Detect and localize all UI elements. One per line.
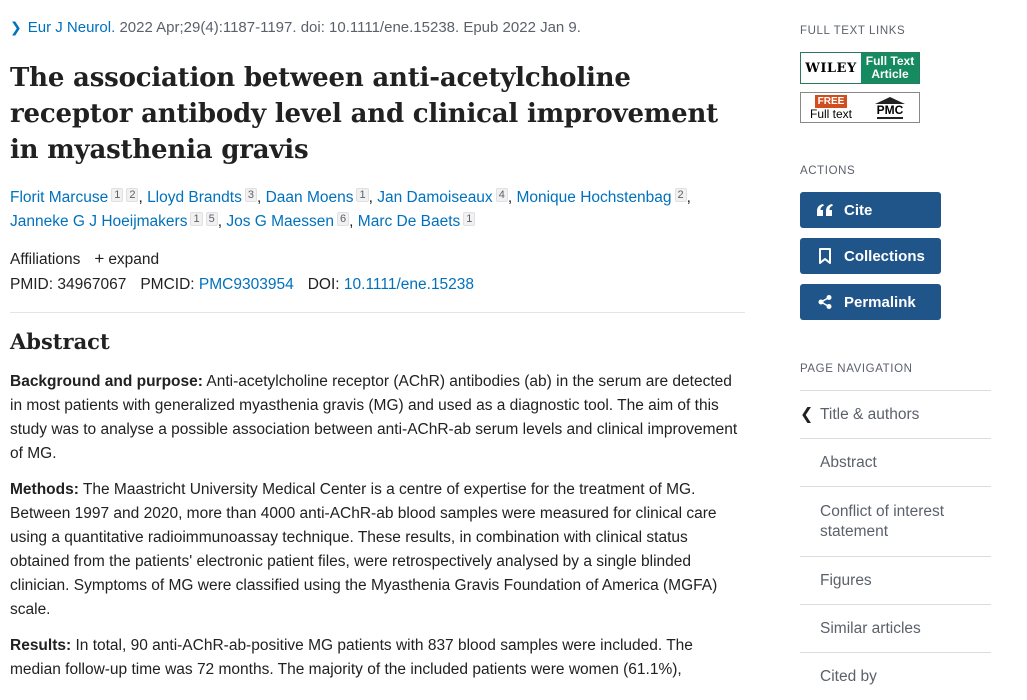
affiliation-ref[interactable]: 5 (206, 212, 218, 226)
nav-title-authors[interactable] (800, 390, 991, 438)
bookmark-icon (814, 248, 836, 264)
author-link[interactable]: Jan Damoiseaux (377, 189, 493, 207)
nav-label: Similar articles (820, 619, 921, 637)
page-navigation-heading: PAGE NAVIGATION (800, 363, 913, 375)
abstract-heading: Abstract (10, 329, 110, 354)
doi-label: DOI: (307, 276, 340, 293)
wiley-full-text-label (861, 53, 919, 83)
author-link[interactable]: Monique Hochstenbag (516, 189, 672, 207)
wiley-line2: Article (871, 67, 909, 81)
author-link[interactable]: Daan Moens (265, 189, 354, 207)
collections-button[interactable] (800, 238, 941, 274)
nav-figures[interactable] (800, 556, 991, 604)
affiliation-ref[interactable]: 4 (496, 188, 508, 202)
pmid-label: PMID: (10, 276, 54, 293)
author-link[interactable]: Jos G Maessen (226, 213, 335, 231)
nav-label: Figures (820, 571, 872, 589)
nav-similar-articles[interactable] (800, 604, 991, 652)
author-link[interactable]: Marc De Baets (357, 213, 461, 231)
chevron-right-icon[interactable]: ❯ (10, 19, 22, 35)
free-full-text-label (801, 95, 861, 121)
affiliation-ref[interactable]: 2 (126, 188, 138, 202)
affiliation-ref[interactable]: 2 (675, 188, 687, 202)
cite-button[interactable] (800, 192, 941, 228)
citation-line (10, 19, 581, 36)
affiliations-label: Affiliations (10, 251, 81, 268)
abstract-section-label: Background and purpose: (10, 373, 203, 390)
affiliation-ref[interactable]: 1 (356, 188, 368, 202)
wiley-logo: WILEY (805, 60, 857, 76)
affiliation-ref[interactable]: 1 (190, 212, 202, 226)
abstract-section-label: Results: (10, 637, 72, 654)
nav-cited-by[interactable] (800, 652, 991, 700)
pmc-free-full-text-link[interactable] (800, 92, 920, 123)
affiliation-ref[interactable]: 1 (463, 212, 475, 226)
plus-icon: + (94, 249, 105, 268)
nav-label: Cited by (820, 667, 877, 685)
citation-details: 2022 Apr;29(4):1187-1197. doi: 10.1111/ene.15238. Epub 2022 Jan 9. (119, 19, 581, 36)
actions-heading: ACTIONS (800, 165, 856, 177)
author-link[interactable]: Florit Marcuse (10, 189, 109, 207)
nav-label: Title & authors (820, 405, 920, 423)
author-list: Florit Marcuse 1 2 , Lloyd Brandts 3 , Daan Moens 1 , Jan Damoiseaux 4 , Monique Hochstenbag 2 , Janneke G J Hoeijmakers 1 5 , Jos G Maessen 6 , Marc De Baets 1 (10, 189, 691, 231)
permalink-button[interactable] (800, 284, 941, 320)
author-link[interactable]: Lloyd Brandts (147, 189, 242, 207)
author-link[interactable]: Janneke G J Hoeijmakers (10, 213, 188, 231)
abstract-section (10, 478, 745, 622)
abstract-body (10, 370, 745, 694)
cite-label: Cite (844, 201, 873, 219)
nav-label: Abstract (820, 453, 877, 471)
page-title: The association between anti-acetylcholine receptor antibody level and clinical improvement in myasthenia gravis (10, 63, 718, 165)
abstract-section-text: In total, 90 anti-AChR-ab-positive MG patients with 837 blood samples were included. The median follow-up time was 72 months. The majority of the included patients were women (61.1%), (10, 637, 693, 678)
nav-abstract[interactable] (800, 438, 991, 486)
pmid-value: 34967067 (57, 276, 127, 293)
doi-link[interactable]: 10.1111/ene.15238 (343, 276, 475, 293)
chevron-left-icon: ❮ (800, 405, 814, 423)
wiley-full-text-link[interactable] (800, 52, 920, 84)
pmc-logo-text: PMC (876, 102, 904, 117)
affiliations-toggle[interactable] (10, 249, 159, 269)
expand-label: expand (108, 251, 160, 268)
identifiers (10, 276, 474, 294)
nav-conflict-of-interest[interactable] (800, 486, 991, 556)
pmcid-link[interactable]: PMC9303954 (198, 276, 294, 293)
quote-icon (814, 204, 836, 216)
abstract-section-label: Methods: (10, 481, 79, 498)
full-text-label: Full text (809, 106, 852, 121)
abstract-section-text: Anti-acetylcholine receptor (AChR) antibodies (ab) in the serum are detected in most patients with generalized myasthenia gravis (MG) and used as a diagnostic tool. The aim of this study was to analyse a possible association between anti-AChR-ab serum levels and clinical improvement of MG. (10, 373, 738, 462)
affiliation-ref[interactable]: 6 (337, 212, 349, 226)
pmc-logo-icon (861, 97, 919, 119)
full-text-links-heading: FULL TEXT LINKS (800, 25, 906, 37)
pmcid-label: PMCID: (140, 276, 195, 293)
permalink-label: Permalink (844, 293, 916, 311)
collections-label: Collections (844, 247, 925, 265)
affiliation-ref[interactable]: 1 (111, 188, 123, 202)
affiliation-ref[interactable]: 3 (245, 188, 257, 202)
journal-link[interactable]: Eur J Neurol. (27, 19, 116, 36)
abstract-section-text: The Maastricht University Medical Center is a centre of expertise for the treatment of MG. Between 1997 and 2020, more than 4000 anti-AChR-ab blood samples were measured for clinical care using a quantitative radioimmunoassay technique. These results, in combination with clinical status obtained from the patients' electronic patient files, were retrospectively analysed by a single blinded clinician. Symptoms of MG were classified using the Myasthenia Gravis Foundation of America (MGFA) scale. (10, 481, 718, 618)
wiley-line1: Full Text (865, 54, 915, 68)
share-icon (814, 295, 836, 309)
free-badge: FREE (815, 95, 848, 108)
page-navigation (800, 390, 991, 700)
divider (10, 312, 745, 313)
abstract-section (10, 370, 745, 466)
nav-label: Conflict of interest statement (820, 502, 945, 540)
abstract-section (10, 634, 745, 682)
